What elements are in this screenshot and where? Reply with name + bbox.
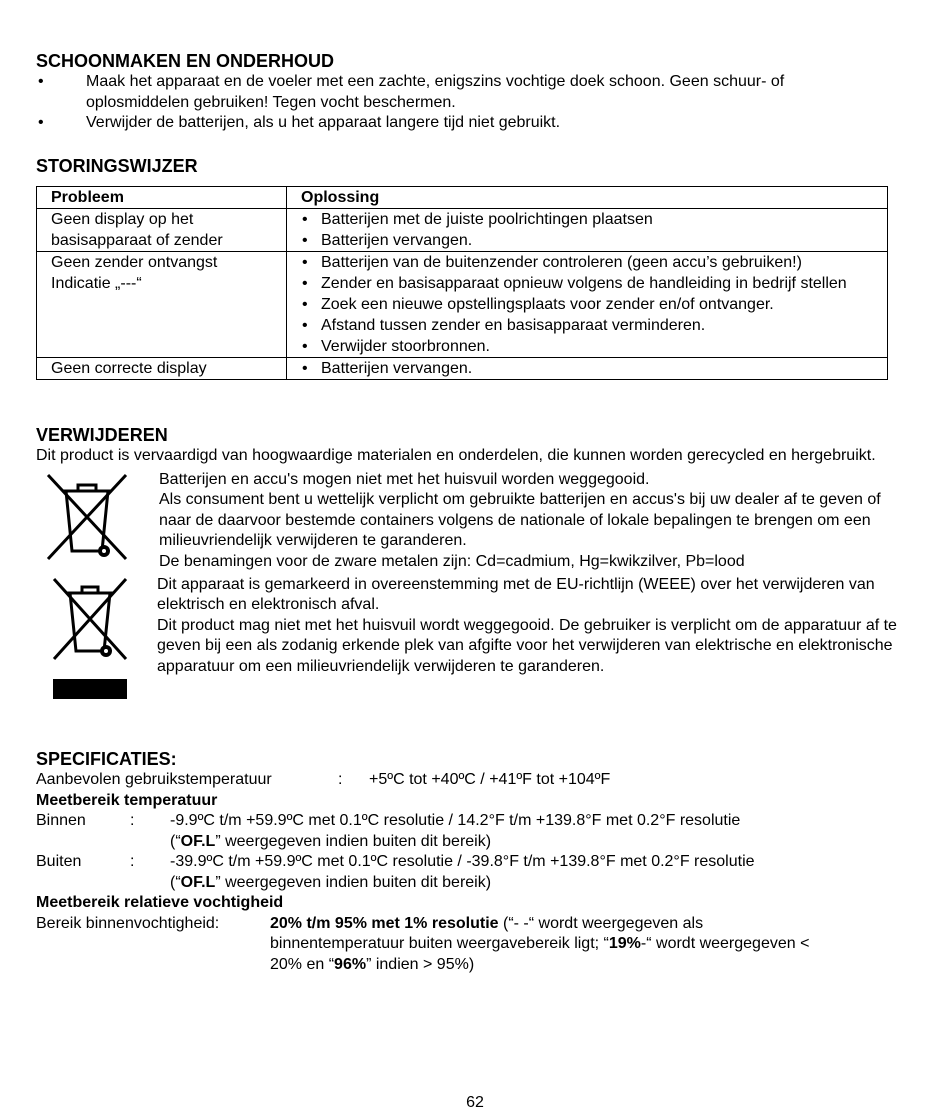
weee-disposal-block [36, 573, 906, 703]
disposal-intro: Dit product is vervaardigd van hoogwaardige materialen en onderdelen, die kunnen worden gerecycled en hergebruikt. [36, 447, 876, 464]
weee-disposal-line: Dit apparaat is gemarkeerd in overeenstemming met de EU-richtlijn (WEEE) over het verwijderen van elektrisch en elektronisch afval. [157, 575, 875, 613]
solution-item: • Verwijder stoorbronnen. [301, 336, 887, 357]
problem-line: Geen zender ontvangst [51, 254, 218, 271]
cleaning-bullet-2: • Verwijder de batterijen, als u het apparaat langere tijd niet gebruikt. [36, 113, 892, 134]
solution-item: • Zender en basisapparaat opnieuw volgens de handleiding in bedrijf stellen [301, 273, 887, 294]
solution-item: • Batterijen vervangen. [301, 358, 887, 379]
colon: : [130, 812, 135, 829]
outdoor-row [36, 852, 906, 873]
humidity-value-line: 20% t/m 95% met 1% resolutie (“- -“ wordt weergegeven als [270, 914, 704, 932]
problem-cell: Geen correcte display [37, 358, 287, 380]
column-header-problem: Probleem [37, 187, 287, 209]
problem-line: Indicatie „---“ [51, 275, 142, 292]
humidity-value-line: 20% en “96%” indien > 95%) [270, 955, 475, 973]
troubleshooting-table [36, 186, 888, 380]
table-header-row [37, 187, 888, 209]
problem-cell [37, 252, 287, 358]
disposal-section [36, 424, 906, 703]
humidity-value-line: binnentemperatuur buiten weergavebereik ligt; “19%-“ wordt weergegeven < [270, 935, 810, 952]
temp-range-heading: Meetbereik temperatuur [36, 791, 218, 809]
troubleshooting-heading: STORINGSWIJZER [36, 156, 198, 176]
temp-range-heading-row [36, 791, 906, 812]
humidity-continuation-row [36, 955, 906, 976]
solution-cell [287, 358, 888, 380]
solution-item: • Batterijen vervangen. [301, 230, 887, 251]
disposal-heading: VERWIJDEREN [36, 425, 168, 445]
solution-cell [287, 209, 888, 252]
specifications-section [36, 748, 906, 975]
column-header-solution: Oplossing [287, 187, 888, 209]
cleaning-heading: SCHOONMAKEN EN ONDERHOUD [36, 51, 335, 71]
indoor-value: -9.9ºC t/m +59.9ºC met 0.1ºC resolutie / 14.2°F t/m +139.8°F met 0.2°F resolutie [170, 812, 741, 829]
solution-item: • Batterijen van de buitenzender controleren (geen accu’s gebruiken!) [301, 252, 887, 273]
operating-temperature-label: Aanbevolen gebruikstemperatuur [36, 771, 272, 788]
table-row [37, 209, 888, 252]
table-row [37, 252, 888, 358]
humidity-heading-row [36, 893, 906, 914]
operating-temperature-value: +5ºC tot +40ºC / +41ºF tot +104ºF [369, 771, 611, 788]
table-row [37, 358, 888, 380]
humidity-continuation-row [36, 934, 906, 955]
specifications-heading: SPECIFICATIES: [36, 749, 177, 769]
weee-bin-icon [50, 575, 130, 663]
battery-disposal-block [36, 470, 906, 570]
indoor-label: Binnen [36, 812, 86, 829]
troubleshooting-section [36, 155, 892, 380]
outdoor-label: Buiten [36, 853, 82, 870]
weee-black-bar [53, 679, 127, 699]
indoor-row [36, 811, 906, 832]
outdoor-ofl-row [36, 873, 906, 894]
humidity-heading: Meetbereik relatieve vochtigheid [36, 894, 284, 911]
solution-item: • Zoek een nieuwe opstellingsplaats voor zender en/of ontvanger. [301, 294, 887, 315]
solution-item: • Afstand tussen zender en basisapparaat verminderen. [301, 315, 887, 336]
indoor-ofl-note: (“OF.L” weergegeven indien buiten dit bereik) [170, 832, 492, 850]
battery-disposal-line: Als consument bent u wettelijk verplicht om gebruikte batterijen en accus's bij uw dealer af te geven of naar de daarvoor bestemde containers volgens de nationale of lokale bepalingen te brengen om een milieuvriendelijk verwijderen te garanderen. [159, 491, 881, 549]
solution-cell [287, 252, 888, 358]
crossed-out-bin-icon [44, 471, 130, 563]
page-number: 62 [466, 1094, 484, 1111]
outdoor-ofl-note: (“OF.L” weergegeven indien buiten dit bereik) [170, 873, 492, 891]
solution-item: • Batterijen met de juiste poolrichtingen plaatsen [301, 209, 887, 230]
indoor-ofl-row [36, 832, 906, 853]
cleaning-section [36, 50, 892, 134]
cleaning-bullet-1: • Maak het apparaat en de voeler met een zachte, enigszins vochtige doek schoon. Geen schuur- of oplosmiddelen gebruiken! Tegen vocht beschermen. [36, 72, 886, 113]
colon: : [338, 771, 343, 788]
battery-disposal-line: De benamingen voor de zware metalen zijn: Cd=cadmium, Hg=kwikzilver, Pb=lood [159, 552, 745, 570]
battery-disposal-line: Batterijen en accu's mogen niet met het huisvuil worden weggegooid. [159, 470, 650, 488]
problem-cell: Geen display op het basisapparaat of zender [37, 209, 287, 252]
weee-disposal-line: Dit product mag niet met het huisvuil wordt weggegooid. De gebruiker is verplicht om de apparatuur af te geven bij een als zodanig erkende plek van afgifte voor het verwijderen van elektrische en elektronische apparatuur om een milieuvriendelijk verwijderen te garanderen. [157, 616, 897, 675]
humidity-row [36, 914, 906, 935]
operating-temperature-row [36, 770, 906, 791]
outdoor-value: -39.9ºC t/m +59.9ºC met 0.1ºC resolutie / -39.8°F t/m +139.8°F met 0.2°F resolutie [170, 853, 755, 870]
colon: : [130, 853, 135, 870]
humidity-label: Bereik binnenvochtigheid: [36, 914, 220, 932]
